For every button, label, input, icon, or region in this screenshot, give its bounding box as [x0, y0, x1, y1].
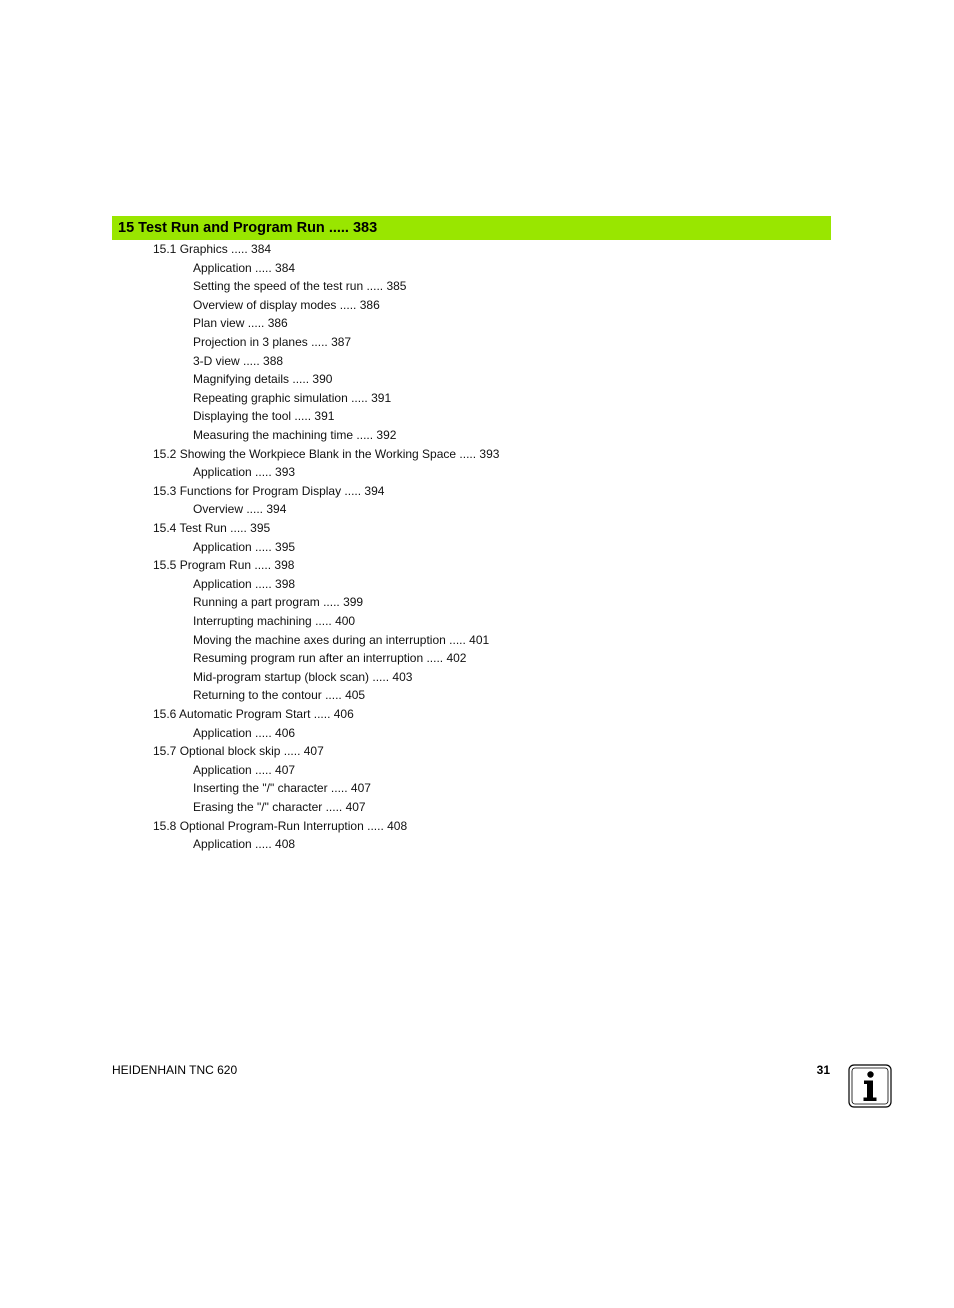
toc-section-15-7[interactable]: 15.7 Optional block skip ..... 407: [153, 744, 324, 759]
toc-entry[interactable]: Overview of display modes ..... 386: [193, 297, 380, 312]
toc-entry[interactable]: Application ..... 393: [193, 465, 296, 480]
toc-entry[interactable]: Projection in 3 planes ..... 387: [193, 335, 352, 349]
footer-manual-title: HEIDENHAIN TNC 620: [112, 1063, 238, 1077]
toc-entry[interactable]: Application ..... 395: [193, 539, 296, 554]
toc-entry[interactable]: Application ..... 398: [193, 576, 296, 591]
toc-entry[interactable]: Interrupting machining ..... 400: [193, 614, 356, 628]
toc-entry[interactable]: Application ..... 384: [193, 260, 296, 275]
toc-section-15-6[interactable]: 15.6 Automatic Program Start ..... 406: [153, 707, 354, 721]
toc-entry[interactable]: Application ..... 406: [193, 725, 296, 740]
toc-entry[interactable]: Resuming program run after an interruption ..... 402: [193, 651, 467, 666]
toc-entry[interactable]: Erasing the "/" character ..... 407: [193, 800, 366, 814]
toc-entry[interactable]: 3-D view ..... 388: [193, 353, 284, 368]
toc-entry[interactable]: Running a part program ..... 399: [193, 595, 364, 610]
toc-entry[interactable]: Overview ..... 394: [193, 502, 287, 517]
toc-entry[interactable]: Inserting the "/" character ..... 407: [193, 781, 371, 796]
page-number: 31: [816, 1063, 830, 1077]
toc-entry[interactable]: Moving the machine axes during an interruption ..... 401: [193, 632, 490, 647]
toc-entry[interactable]: Repeating graphic simulation ..... 391: [193, 390, 392, 405]
toc-entry[interactable]: Displaying the tool ..... 391: [193, 409, 335, 424]
chapter-title[interactable]: 15 Test Run and Program Run ..... 383: [118, 220, 378, 236]
toc-section-15-3[interactable]: 15.3 Functions for Program Display ..... 394: [153, 483, 385, 498]
toc-entry[interactable]: Returning to the contour ..... 405: [193, 688, 366, 703]
toc-section-15-5[interactable]: 15.5 Program Run ..... 398: [153, 558, 295, 573]
info-icon: [848, 1064, 892, 1108]
toc-section-15-2[interactable]: 15.2 Showing the Workpiece Blank in the Working Space ..... 393: [153, 446, 500, 461]
toc-entry[interactable]: Measuring the machining time ..... 392: [193, 428, 397, 442]
toc-entry[interactable]: Magnifying details ..... 390: [193, 372, 333, 387]
toc-entry[interactable]: Application ..... 408: [193, 837, 296, 852]
toc-section-15-4[interactable]: 15.4 Test Run ..... 395: [153, 521, 271, 535]
toc-entry[interactable]: Mid-program startup (block scan) ..... 403: [193, 669, 413, 684]
toc-section-15-1[interactable]: 15.1 Graphics ..... 384: [153, 242, 272, 256]
toc-entry[interactable]: Application ..... 407: [193, 762, 296, 777]
toc-section-15-8[interactable]: 15.8 Optional Program-Run Interruption ..... 408: [153, 818, 408, 833]
toc-entry[interactable]: Plan view ..... 386: [193, 316, 288, 331]
chapter-heading-bar: [112, 216, 831, 240]
toc-entry[interactable]: Setting the speed of the test run ..... 385: [193, 279, 407, 294]
